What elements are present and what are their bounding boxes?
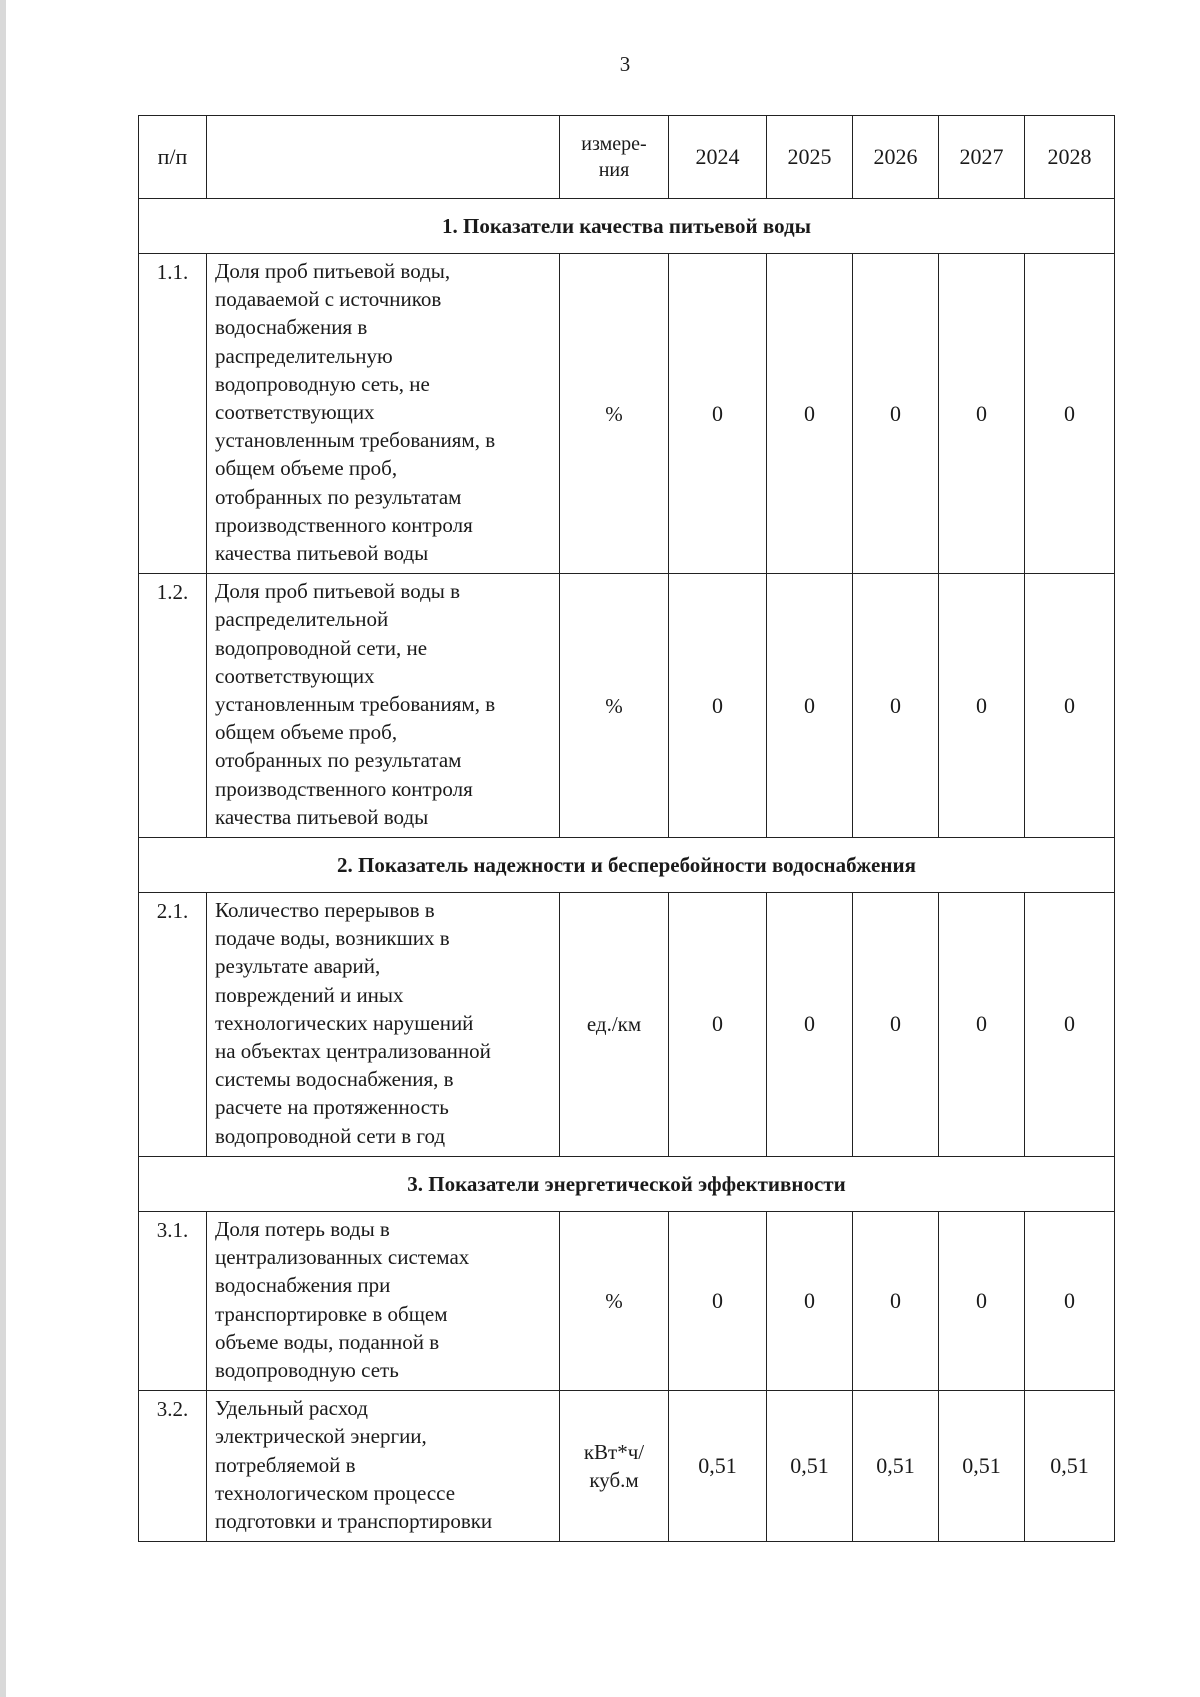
indicator-value-2024: 0 <box>669 574 767 838</box>
description-line: общем объеме проб, <box>215 720 398 745</box>
indicator-value-2027: 0,51 <box>939 1391 1025 1542</box>
indicator-value-2026: 0 <box>853 254 939 574</box>
indicator-description <box>207 1391 560 1542</box>
description-line: Удельный расход <box>215 1396 368 1421</box>
indicator-value-2024: 0 <box>669 254 767 574</box>
indicator-value-2028: 0 <box>1025 574 1115 838</box>
description-line: расчете на протяженность <box>215 1095 449 1120</box>
indicator-value-2027: 0 <box>939 574 1025 838</box>
indicator-description <box>207 1211 560 1390</box>
indicator-row <box>139 893 1115 1157</box>
indicator-value-2027: 0 <box>939 254 1025 574</box>
description-line: водопроводной сети в год <box>215 1123 446 1148</box>
indicator-value-2024: 0 <box>669 1211 767 1390</box>
description-line: транспортировке в общем <box>215 1301 448 1326</box>
description-line: подаче воды, возникших в <box>215 926 450 951</box>
indicator-unit: ед./км <box>560 893 669 1157</box>
header-name-cell <box>207 116 560 199</box>
description-line: соответствующих <box>215 400 375 425</box>
description-line: общем объеме проб, <box>215 456 398 481</box>
section-title: 1. Показатели качества питьевой воды <box>139 199 1115 254</box>
section-title: 3. Показатели энергетической эффективности <box>139 1156 1115 1211</box>
header-year-cell: 2027 <box>939 116 1025 199</box>
description-line: объеме воды, поданной в <box>215 1329 440 1354</box>
page-number: 3 <box>619 52 631 76</box>
description-line: распределительной <box>215 607 389 632</box>
scan-edge <box>0 0 6 1697</box>
indicator-value-2025: 0 <box>767 254 853 574</box>
indicator-unit: % <box>560 574 669 838</box>
indicator-value-2027: 0 <box>939 893 1025 1157</box>
indicator-value-2026: 0 <box>853 893 939 1157</box>
indicator-value-2026: 0,51 <box>853 1391 939 1542</box>
header-year-cell: 2026 <box>853 116 939 199</box>
description-line: качества питьевой воды <box>215 804 429 829</box>
description-line: Доля проб питьевой воды, <box>215 259 451 283</box>
section-row <box>139 1156 1115 1211</box>
indicator-number: 3.2. <box>139 1391 207 1542</box>
section-row <box>139 199 1115 254</box>
description-line: водоснабжения при <box>215 1273 391 1298</box>
description-line: централизованных системах <box>215 1245 470 1270</box>
indicator-number: 1.1. <box>139 254 207 574</box>
section-title: 2. Показатель надежности и бесперебойности водоснабжения <box>139 838 1115 893</box>
indicator-description <box>207 254 560 574</box>
description-line: отобранных по результатам <box>215 484 462 509</box>
indicator-unit: кВт*ч/ куб.м <box>560 1391 669 1542</box>
description-line: производственного контроля <box>215 512 473 537</box>
indicator-description <box>207 893 560 1157</box>
indicator-value-2025: 0 <box>767 1211 853 1390</box>
description-line: распределительную <box>215 343 393 368</box>
description-line: подаваемой с источников <box>215 287 442 312</box>
indicator-description <box>207 574 560 838</box>
indicator-number: 2.1. <box>139 893 207 1157</box>
description-line: системы водоснабжения, в <box>215 1067 454 1092</box>
indicator-value-2028: 0 <box>1025 893 1115 1157</box>
indicator-row <box>139 1391 1115 1542</box>
header-year-cell: 2024 <box>669 116 767 199</box>
indicator-number: 1.2. <box>139 574 207 838</box>
description-line: Доля потерь воды в <box>215 1216 390 1241</box>
description-line: повреждений и иных <box>215 982 404 1007</box>
table-body <box>139 116 1115 1542</box>
indicator-number: 3.1. <box>139 1211 207 1390</box>
indicator-unit: % <box>560 1211 669 1390</box>
indicator-value-2028: 0 <box>1025 254 1115 574</box>
indicator-value-2025: 0 <box>767 574 853 838</box>
description-line: отобранных по результатам <box>215 748 462 773</box>
description-line: водопроводную сеть <box>215 1357 399 1382</box>
indicator-unit: % <box>560 254 669 574</box>
section-row <box>139 838 1115 893</box>
indicator-value-2025: 0 <box>767 893 853 1157</box>
indicator-value-2028: 0 <box>1025 1211 1115 1390</box>
description-line: подготовки и транспортировки <box>215 1508 493 1533</box>
indicator-row <box>139 1211 1115 1390</box>
indicator-value-2024: 0,51 <box>669 1391 767 1542</box>
indicator-value-2025: 0,51 <box>767 1391 853 1542</box>
description-line: производственного контроля <box>215 776 473 801</box>
header-number-cell: п/п <box>139 116 207 199</box>
description-line: Количество перерывов в <box>215 898 435 923</box>
indicator-row <box>139 254 1115 574</box>
description-line: на объектах централизованной <box>215 1039 491 1064</box>
indicator-value-2026: 0 <box>853 574 939 838</box>
description-line: технологическом процессе <box>215 1480 456 1505</box>
description-line: электрической энергии, <box>215 1424 427 1449</box>
description-line: Доля проб питьевой воды в <box>215 579 461 604</box>
indicator-value-2027: 0 <box>939 1211 1025 1390</box>
header-year-cell: 2028 <box>1025 116 1115 199</box>
description-line: качества питьевой воды <box>215 541 429 566</box>
description-line: соответствующих <box>215 663 375 688</box>
indicator-value-2024: 0 <box>669 893 767 1157</box>
description-line: потребляемой в <box>215 1452 356 1477</box>
indicators-table <box>138 115 1115 1542</box>
header-year-cell: 2025 <box>767 116 853 199</box>
description-line: установленным требованиям, в <box>215 428 496 453</box>
header-row <box>139 116 1115 199</box>
description-line: установленным требованиям, в <box>215 692 496 717</box>
description-line: водопроводную сеть, не <box>215 371 430 396</box>
description-line: водоснабжения в <box>215 315 368 340</box>
description-line: водопроводной сети, не <box>215 635 428 660</box>
indicator-value-2026: 0 <box>853 1211 939 1390</box>
header-unit-cell: измере- ния <box>560 116 669 199</box>
description-line: результате аварий, <box>215 954 381 979</box>
indicator-value-2028: 0,51 <box>1025 1391 1115 1542</box>
indicator-row <box>139 574 1115 838</box>
description-line: технологических нарушений <box>215 1010 474 1035</box>
